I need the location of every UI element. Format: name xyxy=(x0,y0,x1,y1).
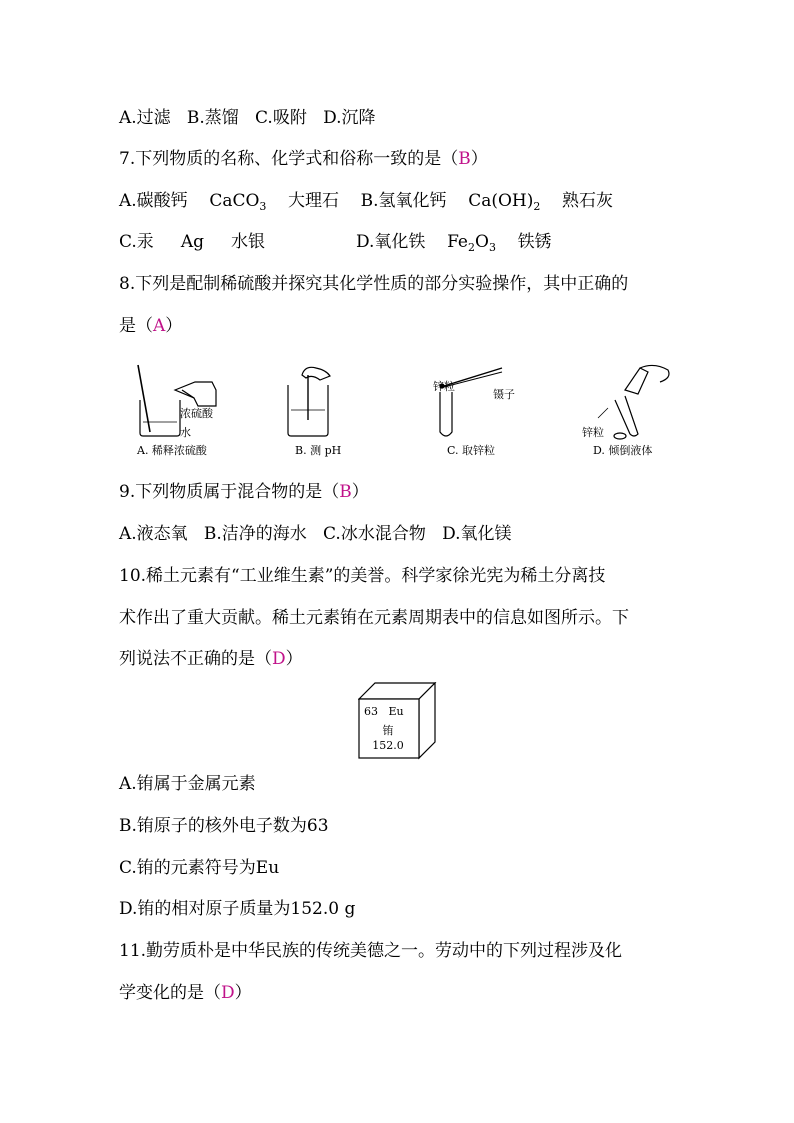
q8-answer: A xyxy=(153,316,166,336)
q8-c-tweezers-label: 镊子 xyxy=(493,388,515,401)
q7-a-formula: CaCO$_3$ xyxy=(209,191,267,213)
q6-options xyxy=(119,106,376,130)
q7-b-common: 熟石灰 xyxy=(561,191,613,211)
q8-a-water-label: 水 xyxy=(180,426,191,439)
q9-option-d: D.氧化镁 xyxy=(442,524,512,544)
q10-option-d: D.铕的相对原子质量为152.0 g xyxy=(119,899,356,919)
q7-b-formula: $Ca(OH)_2$ xyxy=(468,191,541,213)
q8-c-caption: C. 取锌粒 xyxy=(447,444,496,457)
d-test-tube xyxy=(615,396,638,436)
q11-answer: D xyxy=(221,983,235,1003)
q10-stem-2: 术作出了重大贡献。稀土元素铕在元素周期表中的信息如图所示。下 xyxy=(119,608,629,628)
q10-stem-3: 列说法不正确的是（D） xyxy=(119,649,303,669)
b-hand xyxy=(302,367,330,380)
q8-stem-2: 是（A） xyxy=(119,316,183,336)
q11-stem-2: 学变化的是（D） xyxy=(119,983,252,1003)
q9-option-c: C.冰水混合物 xyxy=(323,524,426,544)
q10-answer: D xyxy=(272,649,286,669)
q7-options-ab xyxy=(119,189,613,215)
q10-stem-1: 10.稀土元素有“工业维生素”的美誉。科学家徐光宪为稀土分离技 xyxy=(119,566,606,586)
element-mass: 152.0 xyxy=(372,739,404,752)
q7-d-name: D.氧化铁 xyxy=(356,232,426,252)
q6-option-a: A.过滤 xyxy=(119,108,171,128)
q7-close: ） xyxy=(470,149,488,169)
q11-stem-1: 11.勤劳质朴是中华民族的传统美德之一。劳动中的下列过程涉及化 xyxy=(119,941,623,961)
q7-c-common: 水银 xyxy=(231,232,266,252)
q8-experiment-figure xyxy=(120,360,690,440)
q6-option-b: B.蒸馏 xyxy=(186,108,239,128)
q7-stem xyxy=(119,147,488,171)
q7-answer: B xyxy=(458,149,471,169)
q6-option-c: C.吸附 xyxy=(255,108,307,128)
q10-option-c: C.铕的元素符号为Eu xyxy=(119,858,280,878)
q7-c-name: C.汞 xyxy=(119,232,154,252)
q8-a-acid-label: 浓硫酸 xyxy=(180,407,213,420)
q7-options-c xyxy=(119,230,265,254)
q9-option-b: B.洁净的海水 xyxy=(203,524,307,544)
q8-b-caption: B. 测 pH xyxy=(295,444,342,457)
q7-stem-text: 7.下列物质的名称、化学式和俗称一致的是（ xyxy=(119,149,459,169)
d-bottle xyxy=(625,368,648,394)
q6-option-d: D.沉降 xyxy=(323,108,376,128)
q8-d-caption: D. 倾倒液体 xyxy=(593,444,653,457)
element-number-symbol xyxy=(364,705,414,718)
q7-a-name: A.碳酸钙 xyxy=(119,191,188,211)
element-symbol: Eu xyxy=(388,705,404,718)
q9-stem: 9.下列物质属于混合物的是（B） xyxy=(119,482,369,502)
element-name: 铕 xyxy=(382,724,394,737)
q8-a-caption: A. 稀释浓硫酸 xyxy=(137,444,207,457)
c-test-tube xyxy=(440,392,452,436)
q10-option-b: B.铕原子的核外电子数为63 xyxy=(119,816,329,836)
q9-options xyxy=(119,522,512,546)
d-stopper xyxy=(614,433,626,439)
q7-c-formula: Ag xyxy=(180,232,205,252)
q7-b-name: B.氢氧化钙 xyxy=(360,191,447,211)
a-bottle xyxy=(175,382,216,406)
q9-answer: B xyxy=(339,482,352,502)
q7-d-common: 铁锈 xyxy=(517,232,552,252)
q7-d-formula: $Fe_2O_3$ xyxy=(447,232,496,254)
q7-a-common: 大理石 xyxy=(288,191,340,211)
q10-option-a: A.铕属于金属元素 xyxy=(119,774,256,794)
q7-options-d xyxy=(356,230,552,256)
q8-d-zinc-label: 锌粒 xyxy=(582,426,604,439)
q8-c-zinc-label: 锌粒 xyxy=(433,380,455,393)
element-number: 63 xyxy=(364,705,378,718)
q8-stem-1: 8.下列是配制稀硫酸并探究其化学性质的部分实验操作，其中正确的 xyxy=(119,274,629,294)
q9-option-a: A.液态氧 xyxy=(119,524,188,544)
